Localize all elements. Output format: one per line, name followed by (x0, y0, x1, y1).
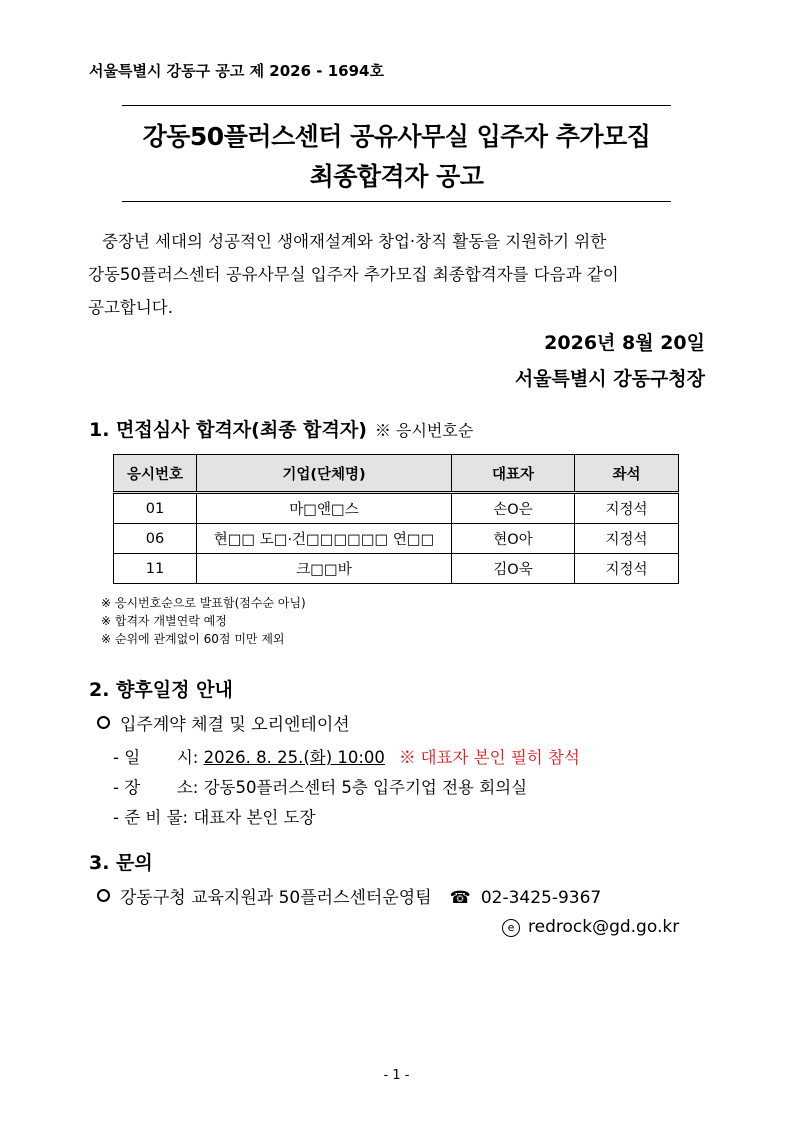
cell-number: 01 (114, 493, 197, 524)
datetime-label: - 일 시: (113, 748, 199, 767)
schedule-prep (113, 804, 315, 828)
datetime-note: ※ 대표자 본인 필히 참석 (398, 748, 580, 767)
phone-icon: ☎ (449, 888, 471, 908)
table-row (114, 524, 679, 554)
cell-seat: 지정석 (575, 554, 679, 584)
cell-seat: 지정석 (575, 493, 679, 524)
footnotes (101, 594, 306, 648)
prep-label: - 준 비 물: (113, 808, 189, 827)
cell-seat: 지정석 (575, 524, 679, 554)
section1-note: ※ 응시번호순 (374, 421, 474, 440)
cell-number: 11 (114, 554, 197, 584)
page-title-line2: 최종합격자 공고 (309, 162, 484, 191)
footnote: ※ 합격자 개별연락 예정 (101, 614, 227, 628)
cell-company: 현□□ 도□·건□□□□□□ 연□□ (197, 524, 452, 554)
result-table (113, 454, 679, 584)
cell-representative: 김O욱 (452, 554, 575, 584)
hollow-circle-icon (97, 889, 110, 902)
contact-line (97, 883, 601, 908)
cell-representative: 손O은 (452, 493, 575, 524)
schedule-datetime (113, 744, 580, 768)
section2-bullet (97, 710, 350, 735)
schedule-place (113, 774, 527, 798)
col-header-seat: 좌석 (575, 455, 679, 493)
section1-title: 1. 면접심사 합격자(최종 합격자) (89, 419, 367, 441)
datetime-value: 2026. 8. 25.(화) 10:00 (203, 748, 385, 767)
col-header-number: 응시번호 (114, 455, 197, 493)
issuer: 서울특별시 강동구청장 (514, 368, 705, 390)
col-header-company: 기업(단체명) (197, 455, 452, 493)
contact-email[interactable]: redrock@gd.go.kr (528, 917, 680, 937)
cell-company: 마□앤□스 (197, 493, 452, 524)
intro-line1: 중장년 세대의 성공적인 생애재설계와 창업·창직 활동을 지원하기 위한 (102, 232, 607, 251)
hollow-circle-icon (97, 716, 110, 729)
col-header-representative: 대표자 (452, 455, 575, 493)
intro-line2: 강동50플러스센터 공유사무실 입주자 추가모집 최종합격자를 다음과 같이 (88, 265, 619, 284)
section2-title: 2. 향후일정 안내 (89, 679, 233, 701)
intro-line3: 공고합니다. (88, 298, 173, 317)
table-row (114, 554, 679, 584)
cell-company: 크□□바 (197, 554, 452, 584)
section3-title: 3. 문의 (89, 852, 153, 874)
cell-representative: 현O아 (452, 524, 575, 554)
email-line (502, 917, 679, 937)
table-row (114, 493, 679, 524)
place-label: - 장 소: (113, 778, 199, 797)
page-number: - 1 - (383, 1068, 410, 1083)
announcement-date: 2026년 8월 20일 (544, 332, 705, 354)
notice-number: 서울특별시 강동구 공고 제 2026 - 1694호 (89, 62, 384, 80)
section2-bullet-text: 입주계약 체결 및 오리엔테이션 (120, 715, 350, 735)
intro-paragraph (88, 225, 708, 324)
section1-heading (89, 415, 473, 442)
contact-department: 강동구청 교육지원과 50플러스센터운영팀 (120, 888, 432, 908)
footnote: ※ 응시번호순으로 발표함(점수순 아님) (101, 596, 306, 610)
contact-phone[interactable]: 02-3425-9367 (480, 888, 602, 908)
footnote: ※ 순위에 관계없이 60점 미만 제외 (101, 632, 285, 646)
table-header-row (114, 455, 679, 493)
email-icon: e (502, 919, 520, 937)
cell-number: 06 (114, 524, 197, 554)
page-title-line1: 강동50플러스센터 공유사무실 입주자 추가모집 (142, 122, 651, 151)
prep-value: 대표자 본인 도장 (193, 808, 316, 827)
title-bottom-rule (122, 201, 671, 202)
place-value: 강동50플러스센터 5층 입주기업 전용 회의실 (203, 778, 528, 797)
title-top-rule (122, 105, 671, 106)
